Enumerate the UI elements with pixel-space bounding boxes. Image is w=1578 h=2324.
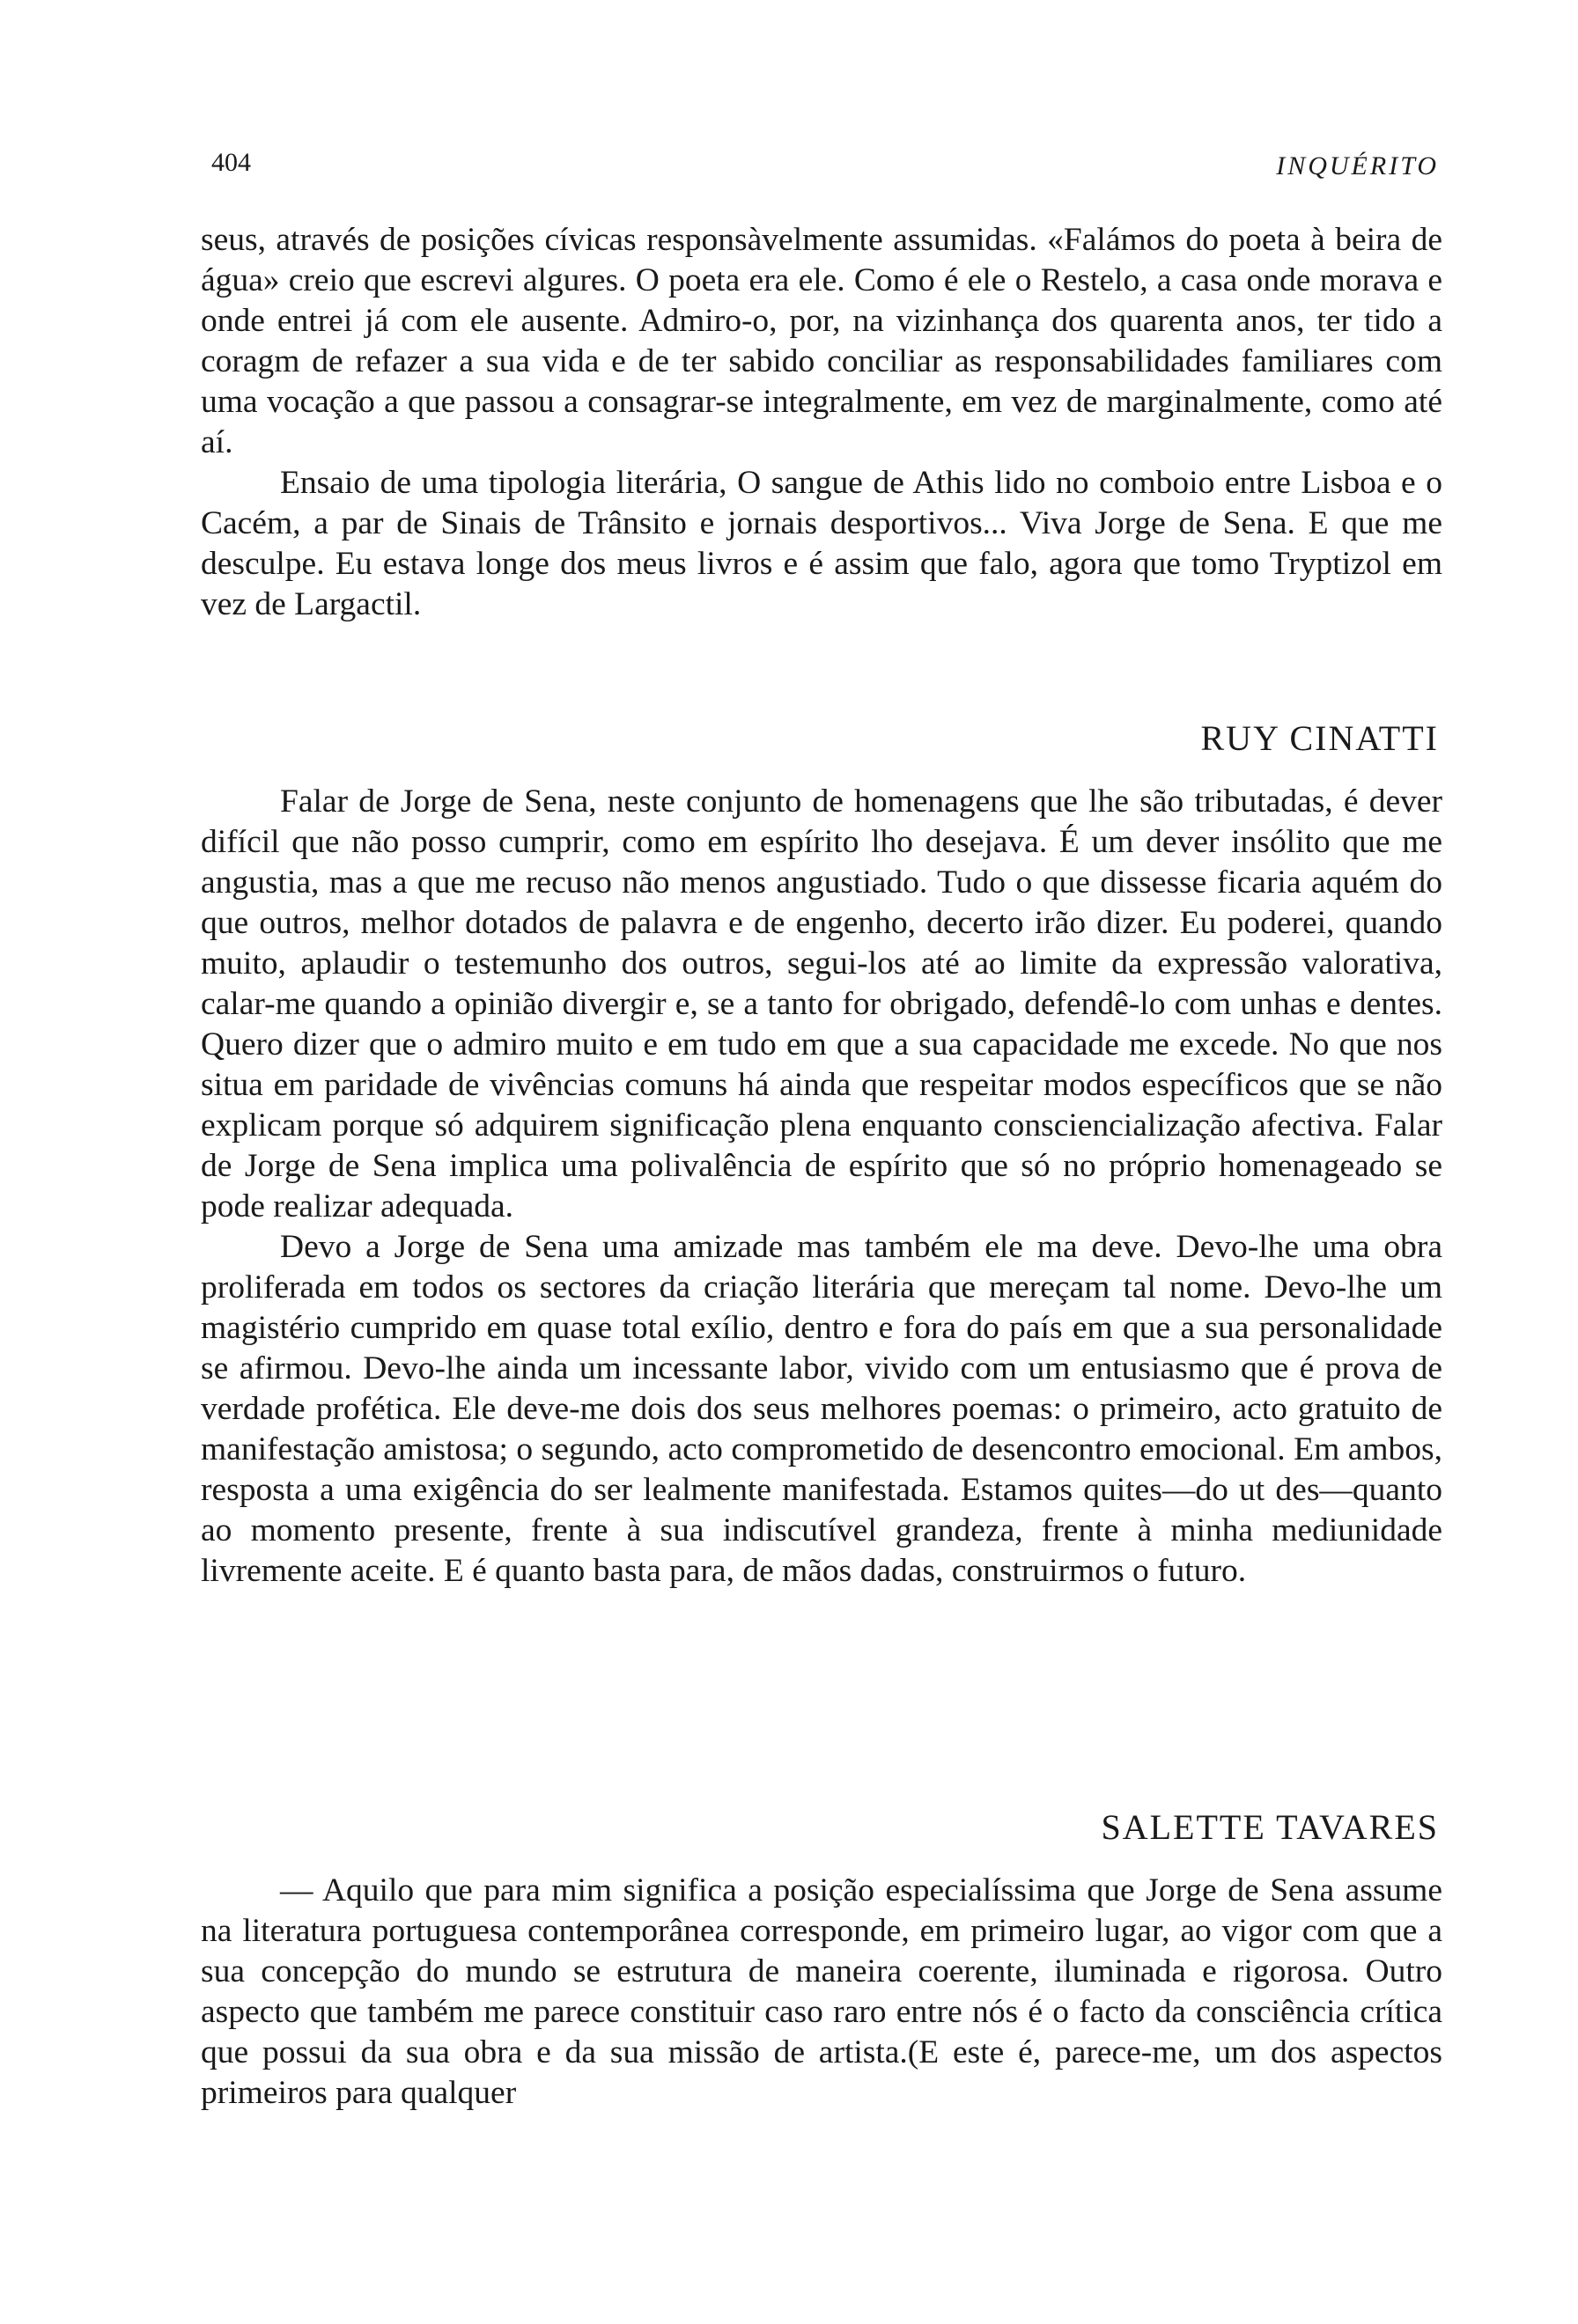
- page-number: 404: [211, 148, 251, 177]
- cinatti-paragraph-2: Devo a Jorge de Sena uma amizade mas também ele ma deve. Devo-lhe uma obra proliferada em todos os sectores da criação literária que mereçam tal nome. Devo-lhe um magistério cumprido em quase total exílio, dentro e fora do país em que a sua personalidade se afirmou. Devo-lhe ainda um incessante labor, vivido com um entusiasmo que é prova de verdade profética. Ele deve-me dois dos seus melhores poemas: o primeiro, acto gratuito de manifestação amistosa; o segundo, acto comprometido de desencontro emocional. Em ambos, resposta a uma exigência do ser lealmente manifestada. Estamos quites—do ut des—quanto ao momento presente, frente à sua indiscutível grandeza, frente à minha mediunidade livremente aceite. E é quanto basta para, de mãos dadas, construirmos o futuro.: [201, 1229, 1442, 1589]
- author-heading-ruy-cinatti: RUY CINATTI: [1200, 718, 1439, 758]
- running-head: INQUÉRITO: [1276, 151, 1439, 180]
- intro-paragraph-1: seus, através de posições cívicas responsàvelmente assumidas. «Falámos do poeta à beira de água» creio que escrevi algures. O poeta era ele. Como é ele o Restelo, a casa onde morava e onde entrei já com ele ausente. Admiro-o, por, na vizinhança dos quarenta anos, ter tido a coragm de refazer a sua vida e de ter sabido conciliar as responsabilidades familiares com uma vocação a que passou a consagrar-se integralmente, em vez de marginalmente, como até aí.: [201, 222, 1442, 460]
- cinatti-section: [201, 782, 1442, 1592]
- tavares-section: [201, 1871, 1442, 2114]
- tavares-paragraph-1: — Aquilo que para mim significa a posição especialíssima que Jorge de Sena assume na literatura portuguesa contemporânea corresponde, em primeiro lugar, ao vigor com que a sua concepção do mundo se estrutura de maneira coerente, iluminada e rigorosa. Outro aspecto que também me parece constituir caso raro entre nós é o facto da consciência crítica que possui da sua obra e da sua missão de artista.(E este é, parece-me, um dos aspectos primeiros para qualquer: [201, 1872, 1442, 2111]
- intro-paragraph-2: Ensaio de uma tipologia literária, O sangue de Athis lido no comboio entre Lisboa e o Cacém, a par de Sinais de Trânsito e jornais desportivos... Viva Jorge de Sena. E que me desculpe. Eu estava longe dos meus livros e é assim que falo, agora que tomo Tryptizol em vez de Largactil.: [201, 465, 1442, 622]
- intro-section: [201, 220, 1442, 625]
- cinatti-paragraph-1: Falar de Jorge de Sena, neste conjunto de homenagens que lhe são tributadas, é dever difícil que não posso cumprir, como em espírito lho desejava. É um dever insólito que me angustia, mas a que me recuso não menos angustiado. Tudo o que dissesse ficaria aquém do que outros, melhor dotados de palavra e de engenho, decerto irão dizer. Eu poderei, quando muito, aplaudir o testemunho dos outros, segui-los até ao limite da expressão valorativa, calar-me quando a opinião divergir e, se a tanto for obrigado, defendê-lo com unhas e dentes. Quero dizer que o admiro muito e em tudo em que a sua capacidade me excede. No que nos situa em paridade de vivências comuns há ainda que respeitar modos específicos que se não explicam porque só adquirem significação plena enquanto consciencialização afectiva. Falar de Jorge de Sena implica uma polivalência de espírito que só no próprio homenageado se pode realizar adequada.: [201, 783, 1442, 1225]
- author-heading-salette-tavares: SALETTE TAVARES: [1101, 1807, 1439, 1847]
